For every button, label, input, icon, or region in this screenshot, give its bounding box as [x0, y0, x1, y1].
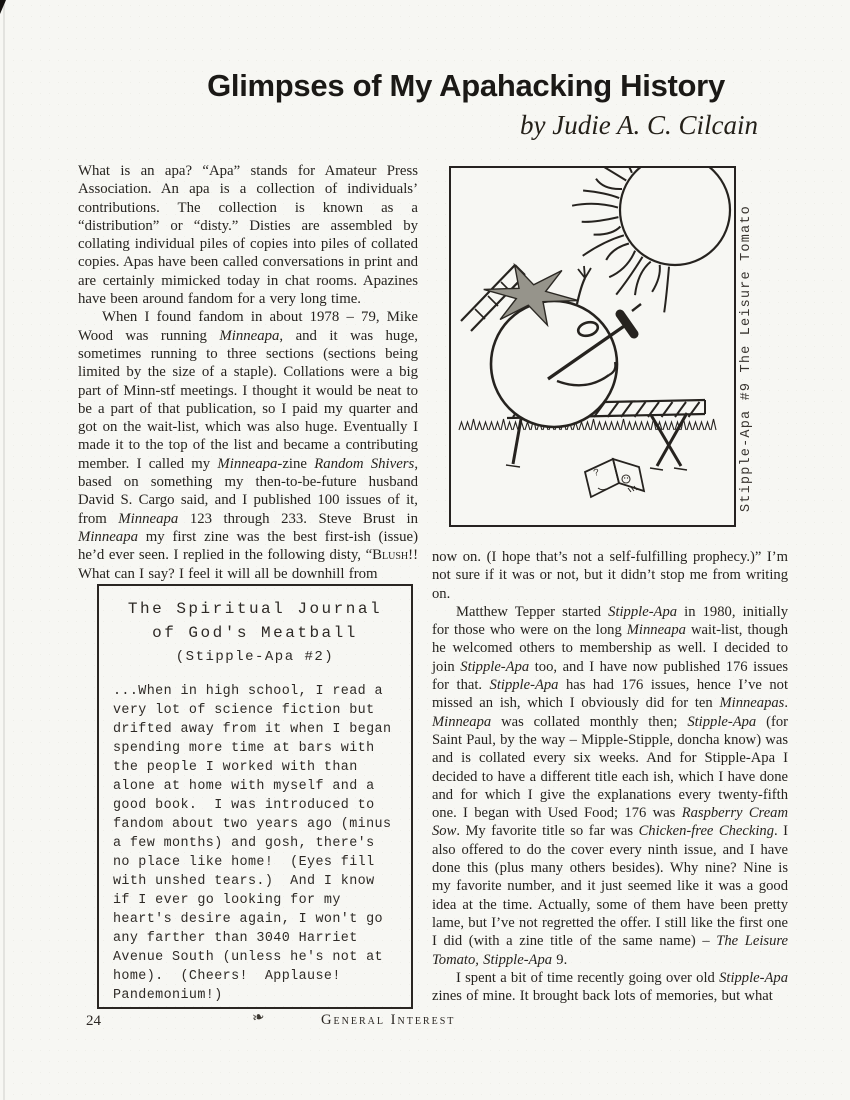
zine-on-ground — [585, 459, 644, 497]
hammer-head — [620, 314, 634, 334]
paragraph: Matthew Tepper started Stipple-Apa in 1980, initially for those who were on the long Minneapa wait-list, though he welcomed others to membership as well. I decided to join Stipple-Apa too, and I have now published 176 issues for that. Stipple-Apa has had 176 issues, hence I’ve not missed an ish, which I obviously did for ten Minneapas. Minneapa was collated monthly then; Stipple-Apa (for Saint Paul, by the way – Mipple-Stipple, doncha know) was and is collated every six weeks. And for Stipple-Apa I decided to have a different title each ish, which I have done and for which I give the explanations every twenty-fifth one. I began with Used Food; 176 was Raspberry Cream Sow. My favorite title so far was Chicken-free Checking. I also offered to do the cover every ninth issue, and I have done this (plus many others besides). Why nine? Nine is my favorite number, and it just seemed like it was a good idea at the time. Actually, some of them have been pretty lame, but I’ve not regretted the offer. I still like the first one I did (with a zine title of the same name) – The Leisure Tomato, Stipple-Apa 9. — [432, 603, 789, 968]
paragraph: When I found fandom in about 1978 – 79, Mike Wood was running Minneapa, and it was huge, sometimes running to three sections (sections being limited by the size of a staple). Collations were a big part of Minn-stf meetings. I thought it would be neat to be a part of that publication, so I paid my quarter and got on the wait-list, which was also huge. Eventually I made it to the top of the list and became a contributing member. I called my Minneapa-zine Random Shivers, based on something my then-to-be-future husband David S. Cargo said, and I published 100 issues of it, from Minneapa 123 through 233. Steve Brust in Minneapa my first zine was the best first-ish (issue) he’d ever seen. I replied in the following disty, “Blush!! What can I say? I feel it will all be downhill from — [78, 309, 419, 582]
paragraph: What is an apa? “Apa” stands for Amateur Press Association. An apa is a collection of individuals’ contributions. The collection is known as a “distribution” or “disty.” Disties are assembled by collating individual piles of copies into piles of collated copies. Apas have been called conversations in print and are certainly mimicked today in chat rooms. Apazines have been around fandom for a very long time. — [78, 163, 418, 308]
quote-box-title-line1: The Spiritual Journal — [127, 600, 383, 618]
quote-box-body: ...When in high school, I read a very lot of science fiction but drifted away from it when I began spending more time at bars with the people I worked with than alone at home with myself and a good book. I was introduced to fandom about two years ago (minus a few months) and gosh, there's no place like home! (Eyes fill with unshed tears.) And I know if I ever go looking for my heart's desire again, I won't go any farther than 3040 Harriet Avenue South (unless he's not at home). (Cheers! Applause! Pandemonium!) — [113, 684, 400, 1003]
illustration-leisure-tomato — [449, 166, 736, 527]
paragraph: I spent a bit of time recently going over old Stipple-Apa zines of mine. It brought back lots of memories, but what — [432, 969, 788, 1005]
quote-box-title-line2: of God's Meatball — [152, 624, 358, 642]
left-column — [78, 162, 418, 583]
scan-edge-line — [3, 0, 5, 1100]
byline: by Judie A. C. Cilcain — [520, 110, 758, 140]
fleuron-ornament-icon: ❧ — [250, 1006, 267, 1028]
illustration-vertical-caption: Stipple-Apa #9 The Leisure Tomato — [739, 205, 754, 512]
zine-question-mark: ? — [592, 467, 601, 480]
paragraph: now on. (I hope that’s not a self-fulfilling prophecy.)” I’m not sure if it was or not, but it didn’t stop me from writing on. — [432, 549, 788, 602]
right-column — [432, 548, 788, 1005]
sun-icon — [572, 168, 730, 312]
quote-box — [97, 584, 413, 1009]
section-label: General Interest — [321, 1012, 456, 1028]
quote-box-title-line3: (Stipple-Apa #2) — [175, 649, 335, 665]
page-number: 24 — [86, 1013, 101, 1029]
page-title: Glimpses of My Apahacking History — [207, 68, 725, 103]
